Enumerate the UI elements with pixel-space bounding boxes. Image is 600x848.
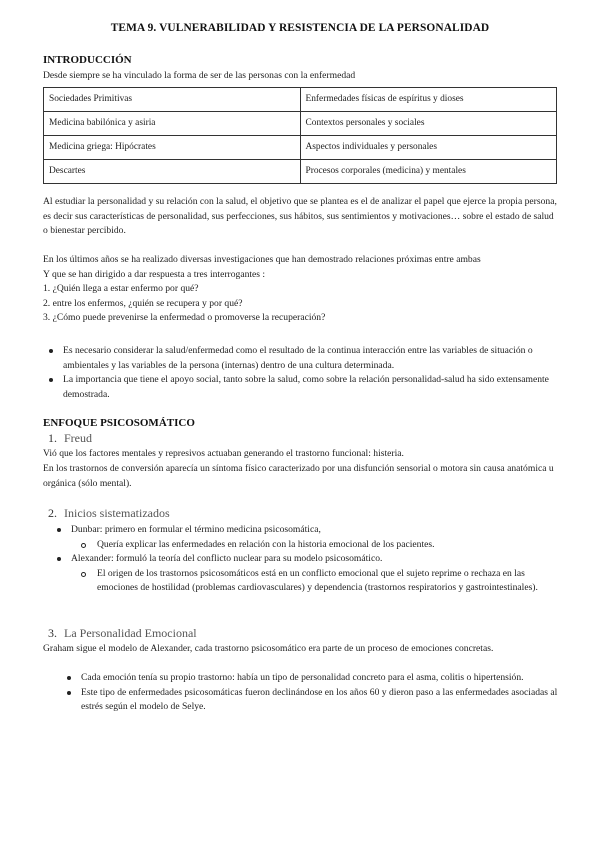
table-cell: Descartes xyxy=(44,160,301,184)
inicios-bullet-list xyxy=(51,523,559,596)
sub-list xyxy=(71,567,559,596)
subsection-heading-personalidad xyxy=(48,626,197,641)
list-item: Este tipo de enfermedades psicosomáticas fueron declinándose en los años 60 y dieron paso a las enfermedades asociadas al estrés según el modelo de Selye. xyxy=(61,686,559,715)
personalidad-bullet-list xyxy=(61,671,559,715)
freud-text: Vió que los factores mentales y represivos actuaban generando el trastorno funcional: histeria. xyxy=(43,448,404,459)
document-title: TEMA 9. VULNERABILIDAD Y RESISTENCIA DE LA PERSONALIDAD xyxy=(110,22,490,34)
intro-paragraph: Al estudiar la personalidad y su relación con la salud, el objetivo que se plantea es el de analizar el papel que ejerce la propia persona, es decir sus características de personalidad, sus perfecciones, sus hábitos, sus sentimientos y motivaciones… sobre el estado de salud o bienestar percibido. xyxy=(43,196,557,237)
table-cell: Enfermedades físicas de espíritus y dioses xyxy=(300,88,557,112)
list-item: 2. entre los enfermos, ¿quién se recupera y por qué? xyxy=(43,297,243,309)
intro-bullet-list xyxy=(43,344,559,402)
subsection-title: La Personalidad Emocional xyxy=(64,626,197,640)
list-item: 3. ¿Cómo puede prevenirse la enfermedad o promoverse la recuperación? xyxy=(43,312,326,324)
freud-text: En los trastornos de conversión aparecía un síntoma físico caracterizado por una disfunción sensorial o motora sin causa anatómica u orgánica (sólo mental). xyxy=(43,463,554,489)
table-row xyxy=(44,160,557,184)
personalidad-intro-text: Graham sigue el modelo de Alexander, cada trastorno psicosomático era parte de un proceso de emociones concretas. xyxy=(43,643,494,654)
list-item: 1. ¿Quién llega a estar enfermo por qué? xyxy=(43,283,199,294)
questions-list xyxy=(43,282,325,326)
subsection-heading-freud xyxy=(48,431,92,446)
subsection-heading-inicios xyxy=(48,506,170,521)
subsection-number: 3. xyxy=(48,626,57,640)
subsection-number: 1. xyxy=(48,431,57,445)
list-item: Cada emoción tenía su propio trastorno: había un tipo de personalidad concreto para el asma, colitis o hipertensión. xyxy=(61,671,559,686)
table-cell: Medicina griega: Hipócrates xyxy=(44,136,301,160)
table-cell: Medicina babilónica y asiria xyxy=(44,112,301,136)
table-cell: Contextos personales y sociales xyxy=(300,112,557,136)
list-item-text: Dunbar: primero en formular el término medicina psicosomática, xyxy=(71,524,321,535)
subsection-title: Freud xyxy=(64,431,92,445)
history-table xyxy=(43,87,557,184)
subsection-number: 2. xyxy=(48,506,57,520)
intro-paragraph: Y que se han dirigido a dar respuesta a tres interrogantes : xyxy=(43,269,266,280)
section-heading-introduccion: INTRODUCCIÓN xyxy=(43,54,132,66)
intro-paragraph: En los últimos años se ha realizado diversas investigaciones que han demostrado relaciones próximas entre ambas xyxy=(43,254,481,265)
table-cell: Aspectos individuales y personales xyxy=(300,136,557,160)
list-item xyxy=(51,552,559,596)
section-heading-enfoque: ENFOQUE PSICOSOMÁTICO xyxy=(43,417,195,429)
subsection-title: Inicios sistematizados xyxy=(64,506,170,520)
sub-list xyxy=(71,538,559,553)
table-cell: Sociedades Primitivas xyxy=(44,88,301,112)
list-item: La importancia que tiene el apoyo social, tanto sobre la salud, como sobre la relación personalidad-salud ha sido extensamente demostrada. xyxy=(43,373,559,402)
intro-lead-text: Desde siempre se ha vinculado la forma de ser de las personas con la enfermedad xyxy=(43,70,356,81)
list-item: Es necesario considerar la salud/enfermedad como el resultado de la continua interacción entre las variables de situación o ambientales y las variables de la persona (internas) dentro de una cultura determinada. xyxy=(43,344,559,373)
table-row xyxy=(44,136,557,160)
sub-list-item: El origen de los trastornos psicosomáticos está en un conflicto emocional que el sujeto reprime o rechaza en las emociones de hostilidad (problemas cardiovasculares) y dependencia (trastornos respiratorios y gastrointestinales). xyxy=(71,567,559,596)
table-row xyxy=(44,88,557,112)
list-item-text: Alexander: formuló la teoría del conflicto nuclear para su modelo psicosomático. xyxy=(71,553,383,565)
list-item xyxy=(51,523,559,552)
table-cell: Procesos corporales (medicina) y mentales xyxy=(300,160,557,184)
table-row xyxy=(44,112,557,136)
sub-list-item: Quería explicar las enfermedades en relación con la historia emocional de los pacientes. xyxy=(71,538,559,553)
